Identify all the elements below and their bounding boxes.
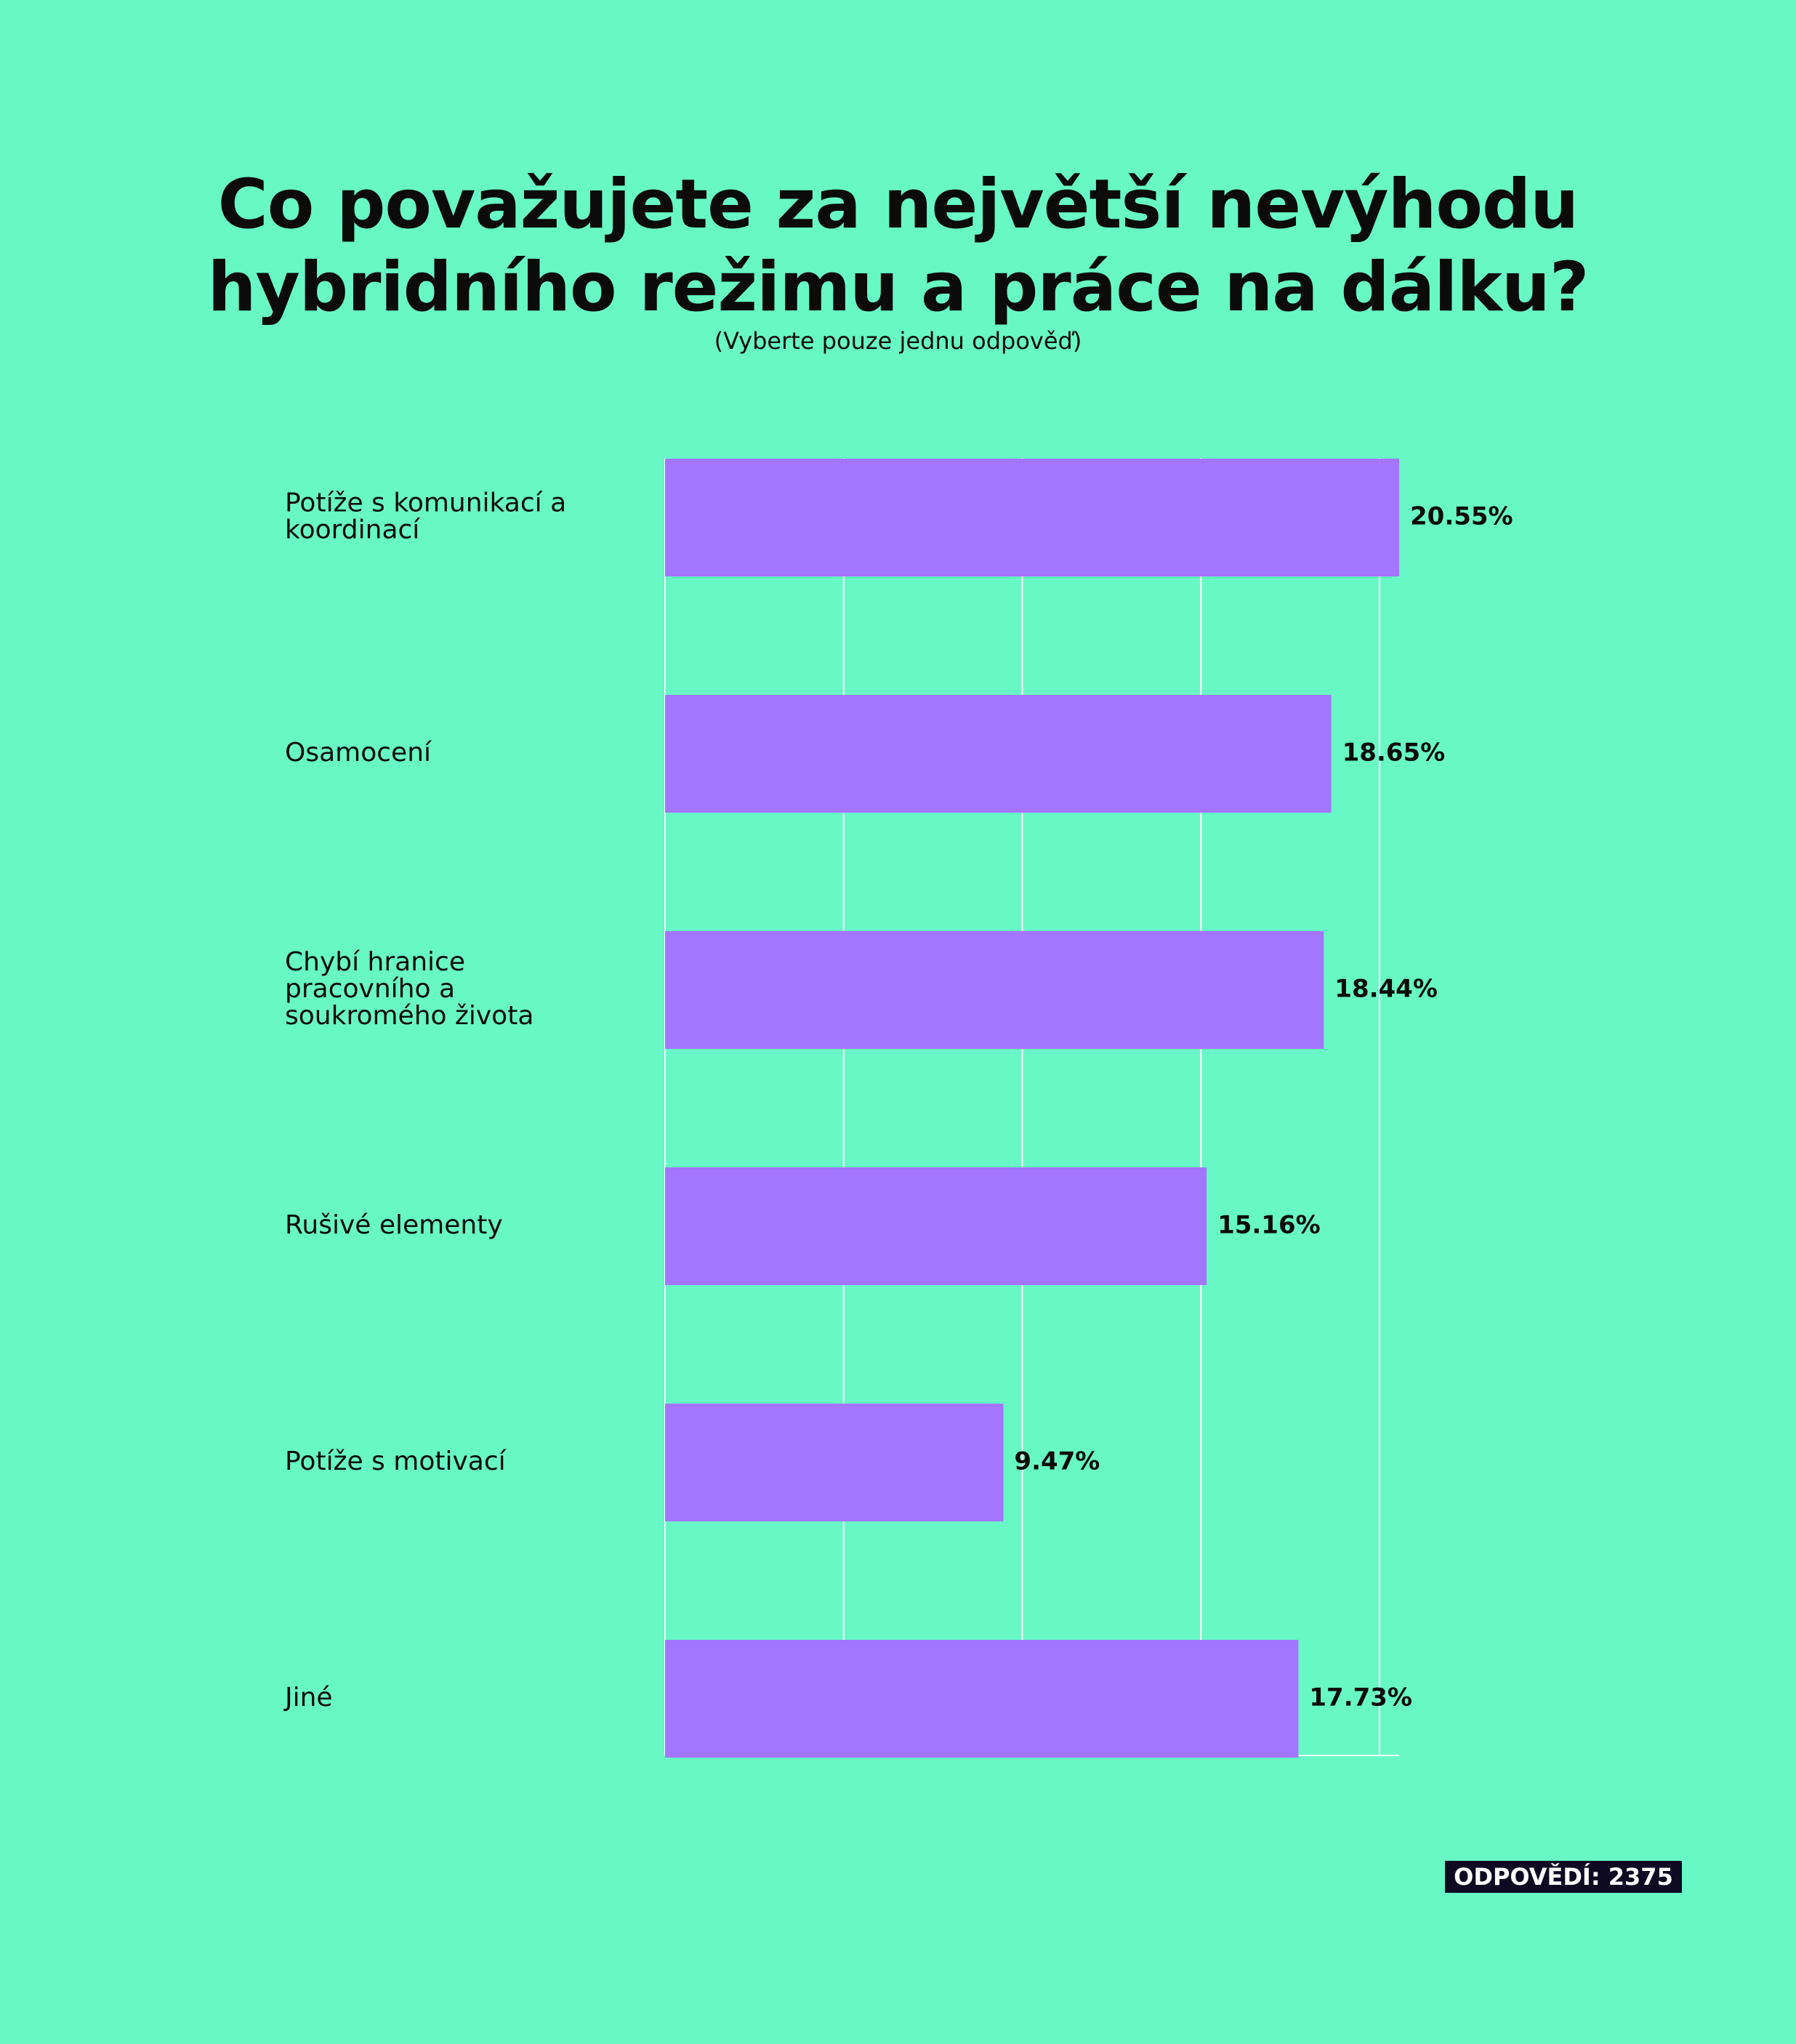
category-label-line: Potíže s komunikací a <box>285 488 567 518</box>
category-label <box>283 1683 333 1713</box>
value-label: 15.16% <box>1217 1210 1321 1240</box>
bar <box>665 1404 1003 1521</box>
category-label <box>285 1447 507 1476</box>
category-label-line: Osamocení <box>285 738 432 768</box>
value-label: 20.55% <box>1410 502 1513 531</box>
chart-subtitle: (Vyberte pouze jednu odpověď) <box>714 327 1082 355</box>
bar <box>665 1640 1298 1758</box>
bar <box>665 1167 1207 1285</box>
category-label <box>285 738 432 768</box>
chart-title-line-2: hybridního režimu a práce na dálku? <box>207 248 1589 327</box>
category-label-line: soukromého života <box>285 1001 534 1031</box>
value-label: 18.65% <box>1342 738 1446 768</box>
bar <box>665 931 1324 1049</box>
category-label-line: Chybí hranice <box>285 947 465 977</box>
value-label: 18.44% <box>1334 974 1438 1004</box>
bar <box>665 459 1399 576</box>
category-label <box>285 488 566 545</box>
category-label <box>285 947 533 1031</box>
category-label-line: koordinací <box>285 515 420 545</box>
category-label-line: Rušivé elementy <box>285 1210 503 1240</box>
value-label: 17.73% <box>1309 1683 1413 1713</box>
category-label-line: Potíže s motivací <box>285 1447 506 1476</box>
category-label-line: Jiné <box>285 1683 333 1713</box>
value-label: 9.47% <box>1014 1447 1100 1476</box>
chart-title-line-1: Co považujete za největší nevýhodu <box>217 165 1579 244</box>
category-label <box>285 1210 503 1240</box>
bar <box>665 695 1332 813</box>
category-label-line: pracovního a <box>285 974 455 1004</box>
responses-count-badge: ODPOVĚDÍ: 2375 <box>1445 1861 1682 1893</box>
